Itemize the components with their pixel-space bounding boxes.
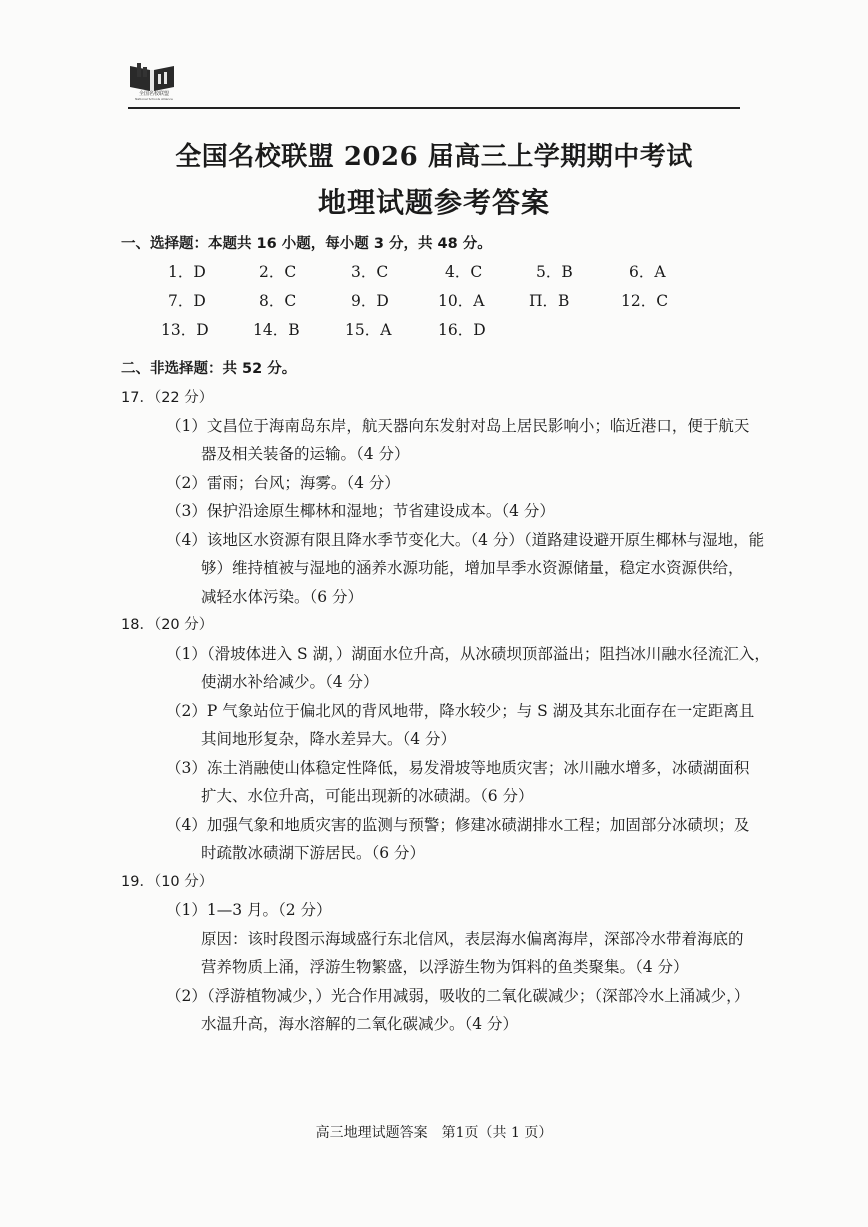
q18-line: （2）P 气象站位于偏北风的背风地带，降水较少；与 S 湖及其东北面存在一定距离且 [166,702,755,720]
mc-answer: 3．C [351,263,389,281]
mc-answer: 15．A [345,321,392,339]
q19-line: 水温升高，海水溶解的二氧化碳减少。（4 分） [201,1015,519,1033]
q17-line: （3）保护沿途原生椰林和湿地；节省建设成本。（4 分） [166,502,555,520]
mc-answer: 6．A [629,263,666,281]
mc-answer: 1．D [168,263,206,281]
q17-line: 器及相关装备的运输。（4 分） [201,445,410,463]
question-17-label: 17．（22 分） [121,390,214,406]
question-19-label: 19．（10 分） [121,874,214,890]
header-rule [128,107,740,109]
q18-line: 其间地形复杂，降水差异大。（4 分） [201,730,457,748]
question-18-label: 18．（20 分） [121,617,214,633]
logo-caption [124,91,184,101]
q18-line: （3）冻土消融使山体稳定性降低，易发滑坡等地质灾害；冰川融水增多，冰碛湖面积 [166,759,750,777]
q17-line: （4）该地区水资源有限且降水季节变化大。（4 分）（道路建设避开原生椰林与湿地，能 [166,531,765,549]
mc-answer: 13．D [161,321,209,339]
q19-line: 原因：该时段图示海域盛行东北信风，表层海水偏离海岸，深部冷水带着海底的 [201,930,744,948]
mc-answer: П．B [529,292,570,310]
logo-subtitle: National Schools Alliance [135,97,173,101]
logo-name: 全国名校联盟 [138,91,169,97]
mc-answer: 9．D [351,292,389,310]
q18-line: （4）加强气象和地质灾害的监测与预警；修建冰碛湖排水工程；加固部分冰碛坝；及 [166,816,750,834]
answer-key-title: 地理试题参考答案 [317,186,550,219]
q17-line: 减轻水体污染。（6 分） [201,588,364,606]
q19-line: （1）1—3 月。（2 分） [166,901,332,919]
q19-line: （2）（浮游植物减少，）光合作用减弱，吸收的二氧化碳减少；（深部冷水上涌减少，） [166,987,750,1005]
mc-answer: 8．C [259,292,297,310]
q18-line: 使湖水补给减少。（4 分） [201,673,379,691]
mc-answer: 4．C [445,263,483,281]
q17-line: （1）文昌位于海南岛东岸，航天器向东发射对岛上居民影响小；临近港口，便于航天 [166,417,750,435]
q18-line: 扩大、水位升高，可能出现新的冰碛湖。（6 分） [201,787,534,805]
mc-answer: 2．C [259,263,297,281]
q17-line: 够）维持植被与湿地的涵养水源功能，增加旱季水资源储量，稳定水资源供给， [201,559,744,577]
mc-answer: 14．B [253,321,300,339]
mc-answer: 7．D [168,292,206,310]
section1-heading: 一、选择题：本题共 16 小题，每小题 3 分，共 48 分。 [121,236,492,252]
section2-heading: 二、非选择题：共 52 分。 [121,361,297,377]
q18-line: （1）（滑坡体进入 S 湖，）湖面水位升高，从冰碛坝顶部溢出；阻挡冰川融水径流汇入， [166,645,770,663]
exam-title: 全国名校联盟 2026 届高三上学期期中考试 [175,142,693,172]
book-logo-icon [128,62,176,92]
mc-answer: 5．B [536,263,573,281]
q17-line: （2）雷雨；台风；海雾。（4 分） [166,474,400,492]
q18-line: 时疏散冰碛湖下游居民。（6 分） [201,844,426,862]
mc-answer: 16．D [438,321,486,339]
mc-answer: 12．C [621,292,669,310]
mc-answer: 10．A [438,292,485,310]
q19-line: 营养物质上涌，浮游生物繁盛，以浮游生物为饵料的鱼类聚集。（4 分） [201,958,689,976]
page-footer: 高三地理试题答案 第1页（共 1 页） [315,1125,553,1141]
